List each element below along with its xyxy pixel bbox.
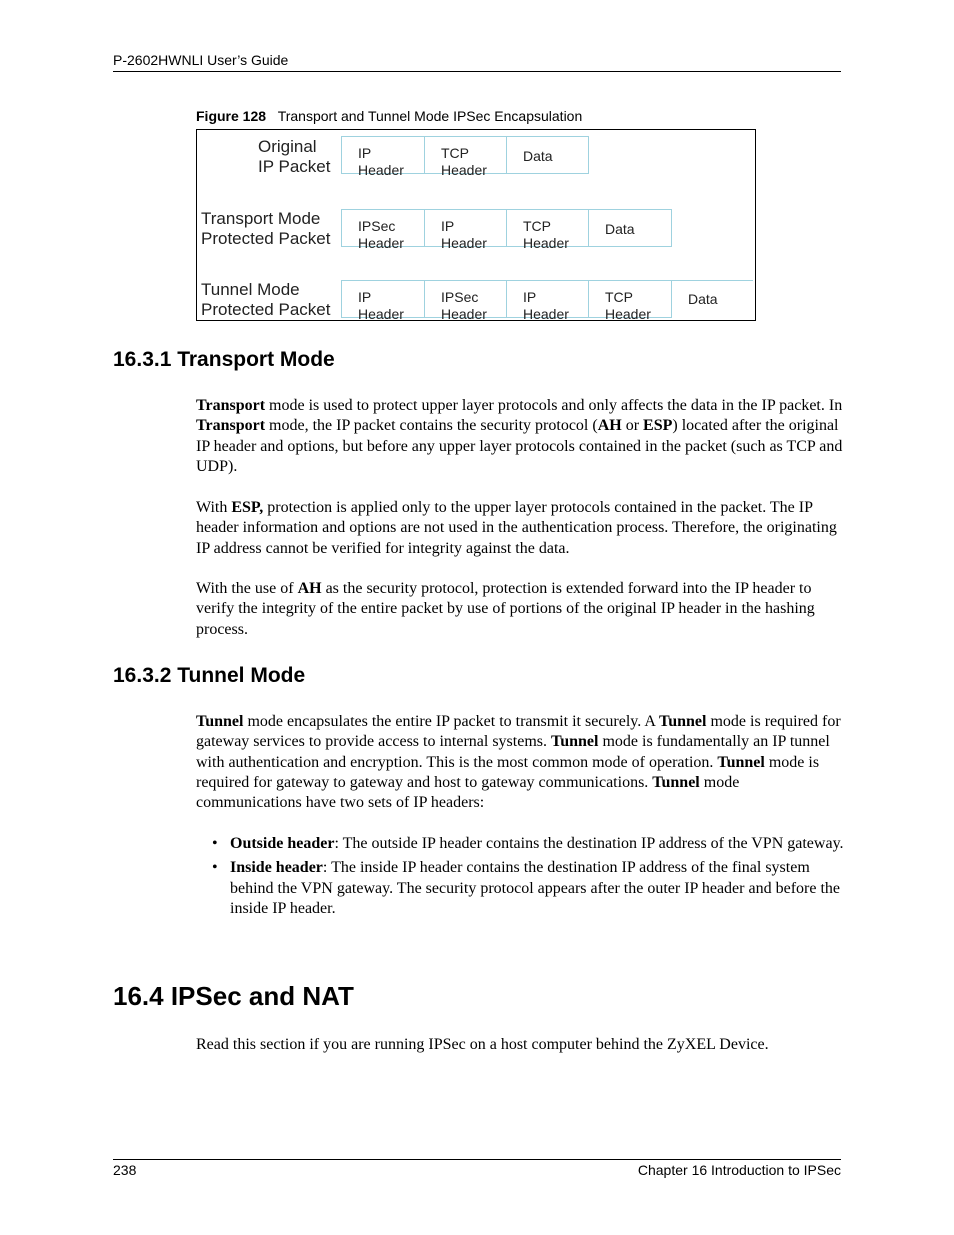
- figure-caption: [196, 108, 582, 124]
- original-data-cell: Data: [506, 136, 589, 174]
- heading-ipsec-and-nat: 16.4 IPSec and NAT: [113, 981, 354, 1011]
- transport-data-cell: Data: [588, 209, 672, 247]
- list-item: • Inside header: The inside IP header contains the destination IP address of the final system behind the VPN gateway. The security protocol appears after the outer IP header and before the inside IP header.: [212, 859, 840, 917]
- footer-rule: [113, 1159, 841, 1160]
- tunnel-tcp-header-cell: TCP Header: [588, 280, 672, 318]
- chapter-title: Chapter 16 Introduction to IPSec: [637, 1162, 841, 1178]
- page-number: 238: [113, 1162, 137, 1178]
- paragraph-nat-1: Read this section if you are running IPSec on a host computer behind the ZyXEL Device.: [196, 1036, 769, 1053]
- paragraph-transport-3: With the use of AH as the security protocol, protection is extended forward into the IP header to verify the integrity of the entire packet by use of portions of the original IP header in the hashing process.: [196, 580, 815, 638]
- running-header: P-2602HWNLI User’s Guide: [113, 52, 289, 68]
- tunnel-data-cell: Data: [671, 280, 753, 318]
- row-label-tunnel: Tunnel Mode Protected Packet: [201, 280, 331, 319]
- original-tcp-header-cell: TCP Header: [424, 136, 507, 174]
- row-label-original: Original IP Packet: [258, 137, 331, 176]
- transport-tcp-header-cell: TCP Header: [506, 209, 589, 247]
- header-rule: [113, 71, 841, 72]
- transport-ip-header-cell: IP Header: [424, 209, 507, 247]
- tunnel-outer-ip-header-cell: IP Header: [341, 280, 425, 318]
- tunnel-header-list: [196, 834, 844, 923]
- paragraph-tunnel-1: Tunnel mode encapsulates the entire IP packet to transmit it securely. A Tunnel mode is required for gateway services to provide access to internal systems. Tunnel mode is fundamentally an IP tunnel with authentication and encryption. This is the most common mode of operation. Tunnel mode is required for gateway to gateway and host to gateway communications. Tunnel mode communications have two sets of IP headers:: [196, 713, 841, 812]
- original-ip-header-cell: IP Header: [341, 136, 425, 174]
- transport-ipsec-header-cell: IPSec Header: [341, 209, 425, 247]
- tunnel-inner-ip-header-cell: IP Header: [506, 280, 589, 318]
- bullet-symbol: •: [212, 835, 218, 852]
- encapsulation-diagram: [196, 129, 756, 321]
- list-item: • Outside header: The outside IP header contains the destination IP address of the VPN gateway.: [196, 834, 844, 854]
- tunnel-ipsec-header-cell: IPSec Header: [424, 280, 507, 318]
- figure-title: Transport and Tunnel Mode IPSec Encapsulation: [277, 108, 583, 124]
- row-label-transport: Transport Mode Protected Packet: [201, 209, 331, 248]
- heading-transport-mode: 16.3.1 Transport Mode: [113, 348, 335, 371]
- paragraph-transport-1: Transport mode is used to protect upper layer protocols and only affects the data in the IP packet. In Transport mode, the IP packet contains the security protocol (AH or ESP) located after the original IP header and options, but before any upper layer protocols contained in the packet (such as TCP and UDP).: [196, 397, 843, 475]
- paragraph-transport-2: With ESP, protection is applied only to the upper layer protocols contained in the packet. The IP header information and options are not used in the authentication process. Therefore, the originating IP address cannot be verified for integrity against the data.: [196, 499, 837, 557]
- figure-number: Figure 128: [196, 108, 267, 124]
- heading-tunnel-mode: 16.3.2 Tunnel Mode: [113, 664, 306, 687]
- bullet-symbol: •: [212, 859, 218, 877]
